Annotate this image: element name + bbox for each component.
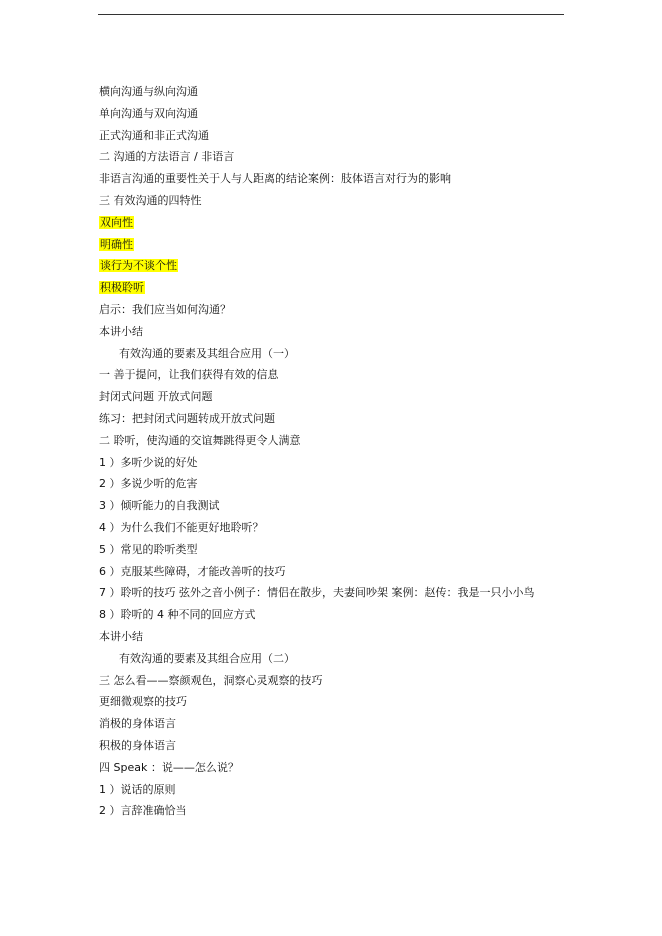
text-line <box>99 259 563 273</box>
line-text: 有效沟通的要素及其组合应用（一） <box>119 346 295 360</box>
line-text: 二 沟通的方法语言 / 非语言 <box>99 150 235 164</box>
text-line <box>99 717 563 731</box>
text-line <box>99 129 563 143</box>
line-text: 正式沟通和非正式沟通 <box>99 128 209 142</box>
text-line <box>99 194 563 208</box>
text-line <box>99 761 563 775</box>
document-body <box>99 85 563 826</box>
header-rule <box>98 14 564 15</box>
line-text: 三 怎么看——察颜观色，洞察心灵观察的技巧 <box>99 673 323 687</box>
text-line <box>99 390 563 404</box>
text-line <box>99 674 563 688</box>
line-text: 一 善于提问，让我们获得有效的信息 <box>99 368 279 382</box>
text-line <box>99 499 563 513</box>
line-text: 横向沟通与纵向沟通 <box>99 85 198 98</box>
text-line <box>99 216 563 230</box>
text-line <box>99 586 563 600</box>
text-line <box>99 608 563 622</box>
line-text: 2 ）多说少听的危害 <box>99 477 198 491</box>
line-text: 四 Speak ：说——怎么说？ <box>99 760 239 774</box>
text-line <box>99 521 563 535</box>
line-text: 启示：我们应当如何沟通？ <box>99 302 231 316</box>
line-text: 7 ）聆听的技巧 弦外之音小例子：情侣在散步，夫妻间吵架 案例：赵传：我是一只小小鸟 <box>99 586 535 600</box>
text-line <box>99 456 563 470</box>
text-line <box>99 238 563 252</box>
text-line <box>99 434 563 448</box>
line-text: 二 聆听，使沟通的交谊舞跳得更令人满意 <box>99 433 301 447</box>
line-text: 1 ）说话的原则 <box>99 782 176 796</box>
text-line <box>99 150 563 164</box>
line-text: 练习：把封闭式问题转成开放式问题 <box>99 411 275 425</box>
text-line <box>99 804 563 818</box>
text-line <box>99 783 563 797</box>
text-line <box>99 368 563 382</box>
section-heading <box>99 347 563 361</box>
text-line <box>99 412 563 426</box>
line-text: 本讲小结 <box>99 629 143 643</box>
line-text: 三 有效沟通的四特性 <box>99 193 202 207</box>
section-heading <box>99 652 563 666</box>
text-line <box>99 85 563 99</box>
line-text: 4 ）为什么我们不能更好地聆听？ <box>99 520 264 534</box>
text-line <box>99 739 563 753</box>
text-line <box>99 630 563 644</box>
text-line <box>99 565 563 579</box>
text-line <box>99 281 563 295</box>
text-line <box>99 477 563 491</box>
line-text: 更细微观察的技巧 <box>99 695 187 709</box>
line-text: 非语言沟通的重要性关于人与人距离的结论案例：肢体语言对行为的影响 <box>99 172 451 186</box>
line-text: 封闭式问题 开放式问题 <box>99 390 213 404</box>
line-text: 本讲小结 <box>99 324 143 338</box>
line-text: 3 ）倾听能力的自我测试 <box>99 499 220 513</box>
text-line <box>99 107 563 121</box>
line-text: 8 ）聆听的 4 种不同的回应方式 <box>99 608 256 622</box>
text-line <box>99 325 563 339</box>
text-line <box>99 695 563 709</box>
text-line <box>99 172 563 186</box>
highlighted-text: 双向性 <box>100 215 133 229</box>
line-text: 单向沟通与双向沟通 <box>99 106 198 120</box>
line-text: 6 ）克服某些障碍，才能改善听的技巧 <box>99 564 286 578</box>
text-line <box>99 543 563 557</box>
highlighted-text: 谈行为不谈个性 <box>100 259 177 273</box>
text-line <box>99 303 563 317</box>
line-text: 5 ）常见的聆听类型 <box>99 542 198 556</box>
line-text: 1 ）多听少说的好处 <box>99 455 198 469</box>
line-text: 消极的身体语言 <box>99 717 176 731</box>
highlighted-text: 明确性 <box>100 237 133 251</box>
highlighted-text: 积极聆听 <box>100 281 144 295</box>
line-text: 有效沟通的要素及其组合应用（二） <box>119 651 295 665</box>
line-text: 积极的身体语言 <box>99 738 176 752</box>
line-text: 2 ）言辞准确恰当 <box>99 804 187 818</box>
